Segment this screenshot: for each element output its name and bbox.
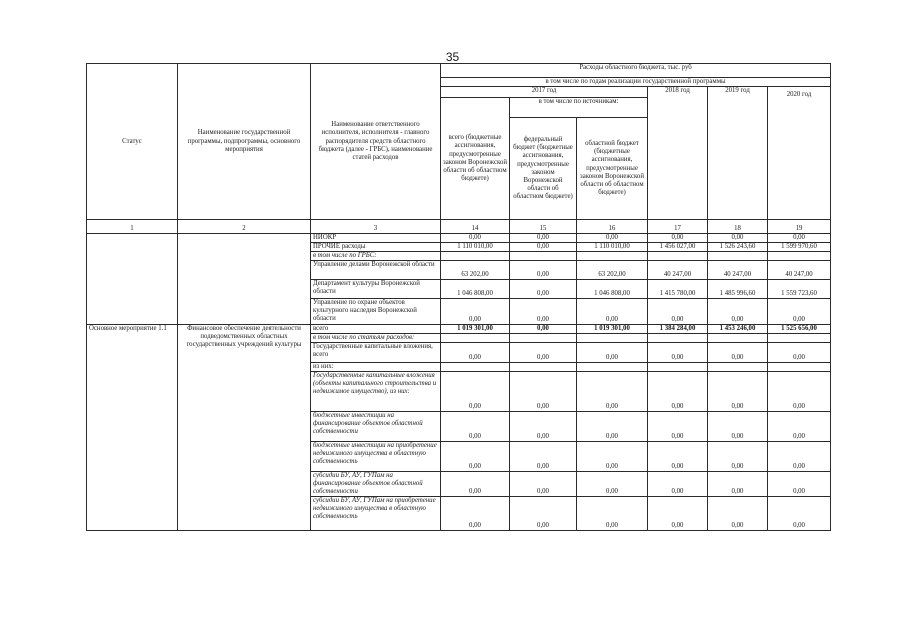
row-label: в том числе по ГРБС: xyxy=(311,252,441,261)
value-cell: 0,00 xyxy=(441,343,510,363)
value-cell xyxy=(441,363,510,372)
value-cell xyxy=(577,334,648,343)
value-cell: 0,00 xyxy=(768,497,831,531)
value-cell: 1 019 301,00 xyxy=(441,325,510,334)
value-cell: 1 525 656,00 xyxy=(768,325,831,334)
value-cell: 1 559 723,60 xyxy=(768,280,831,299)
col-number: 19 xyxy=(768,220,831,234)
value-cell: 0,00 xyxy=(577,234,648,243)
value-cell: 0,00 xyxy=(510,280,577,299)
value-cell: 0,00 xyxy=(577,299,648,325)
value-cell: 0,00 xyxy=(768,472,831,497)
value-cell: 0,00 xyxy=(648,412,708,442)
value-cell: 0,00 xyxy=(577,372,648,412)
value-cell xyxy=(577,363,648,372)
value-cell: 0,00 xyxy=(768,299,831,325)
value-cell: 1 110 010,00 xyxy=(577,243,648,252)
value-cell: 0,00 xyxy=(510,442,577,472)
table-row xyxy=(87,234,831,243)
header-regional-desc: областной бюджет (бюджетные ассигнования, предусмотренные законом Воронежской области об областном бюджете) xyxy=(577,118,648,220)
value-cell: 40 247,00 xyxy=(768,261,831,280)
value-cell: 0,00 xyxy=(510,372,577,412)
value-cell xyxy=(768,334,831,343)
row-label: НИОКР xyxy=(311,234,441,243)
value-cell xyxy=(510,334,577,343)
value-cell: 40 247,00 xyxy=(708,261,768,280)
col-number: 18 xyxy=(708,220,768,234)
header-federal-desc: федеральный бюджет (бюджетные ассигнования, предусмотренные законом Воронежской области об областном бюджете) xyxy=(510,118,577,220)
value-cell: 0,00 xyxy=(510,412,577,442)
value-cell: 1 453 246,00 xyxy=(708,325,768,334)
measure-status: Основное мероприятие 1.1 xyxy=(87,325,178,531)
value-cell xyxy=(648,252,708,261)
value-cell: 0,00 xyxy=(441,497,510,531)
value-cell: 0,00 xyxy=(648,372,708,412)
col-number: 2 xyxy=(178,220,311,234)
header-year-2018: 2018 год xyxy=(648,87,708,220)
value-cell xyxy=(577,252,648,261)
value-cell: 0,00 xyxy=(768,372,831,412)
col-number: 1 xyxy=(87,220,178,234)
value-cell: 0,00 xyxy=(510,343,577,363)
value-cell: 0,00 xyxy=(648,234,708,243)
row-label: Департамент культуры Воронежской области xyxy=(311,280,441,299)
value-cell xyxy=(510,363,577,372)
value-cell: 0,00 xyxy=(768,412,831,442)
value-cell xyxy=(708,334,768,343)
value-cell: 0,00 xyxy=(708,343,768,363)
row-label: бюджетные инвестиции на приобретение недвижимого имущества в областную собственность xyxy=(311,442,441,472)
value-cell: 0,00 xyxy=(441,442,510,472)
budget-table xyxy=(86,63,831,531)
value-cell xyxy=(708,363,768,372)
row-label: субсидии БУ, АУ, ГУПам на финансирование объектов областной собственности xyxy=(311,472,441,497)
value-cell: 0,00 xyxy=(441,299,510,325)
measure-name: Финансовое обеспечение деятельности подведомственных областных государственных учреждений культуры xyxy=(178,325,311,531)
program-cell-empty xyxy=(178,234,311,325)
value-cell xyxy=(648,363,708,372)
value-cell: 0,00 xyxy=(708,412,768,442)
value-cell: 0,00 xyxy=(510,234,577,243)
col-number: 3 xyxy=(311,220,441,234)
value-cell: 0,00 xyxy=(708,299,768,325)
value-cell: 0,00 xyxy=(510,325,577,334)
value-cell: 0,00 xyxy=(577,472,648,497)
value-cell: 0,00 xyxy=(768,343,831,363)
row-label: Управление делами Воронежской области xyxy=(311,261,441,280)
value-cell xyxy=(510,252,577,261)
row-label: Управление по охране объектов культурного наследия Воронежской области xyxy=(311,299,441,325)
col-number: 17 xyxy=(648,220,708,234)
value-cell: 0,00 xyxy=(510,299,577,325)
header-year-2017: 2017 год xyxy=(441,87,648,98)
value-cell: 1 526 243,60 xyxy=(708,243,768,252)
header-by-sources: в том числе по источникам: xyxy=(510,98,648,118)
value-cell: 1 046 808,00 xyxy=(577,280,648,299)
row-label: Государственные капитальные вложения (объекты капитального строительства и недвижимое имущество), из них: xyxy=(311,372,441,412)
value-cell: 1 384 284,00 xyxy=(648,325,708,334)
col-number: 15 xyxy=(510,220,577,234)
value-cell: 0,00 xyxy=(510,497,577,531)
row-label: в том числе по статьям расходов: xyxy=(311,334,441,343)
value-cell xyxy=(441,252,510,261)
value-cell: 1 110 010,00 xyxy=(441,243,510,252)
value-cell: 0,00 xyxy=(441,372,510,412)
value-cell: 0,00 xyxy=(441,472,510,497)
value-cell: 0,00 xyxy=(648,442,708,472)
table-row xyxy=(87,325,831,334)
value-cell: 0,00 xyxy=(708,497,768,531)
value-cell xyxy=(708,252,768,261)
value-cell: 0,00 xyxy=(648,343,708,363)
value-cell: 0,00 xyxy=(648,472,708,497)
value-cell: 1 599 970,60 xyxy=(768,243,831,252)
status-cell-empty xyxy=(87,234,178,325)
row-label: субсидии БУ, АУ, ГУПам на приобретение недвижимого имущества в областную собственность xyxy=(311,497,441,531)
value-cell: 0,00 xyxy=(441,234,510,243)
value-cell xyxy=(768,252,831,261)
page-number: 35 xyxy=(445,50,460,64)
row-label: бюджетные инвестиции на финансирование объектов областной собственности xyxy=(311,412,441,442)
value-cell: 1 019 301,00 xyxy=(577,325,648,334)
header-by-years: в том числе по годам реализации государственной программы xyxy=(441,78,831,87)
value-cell: 40 247,00 xyxy=(648,261,708,280)
col-number: 14 xyxy=(441,220,510,234)
header-total-desc: всего (бюджетные ассигнования, предусмотренные законом Воронежской области об областном бюджете) xyxy=(441,98,510,220)
value-cell: 0,00 xyxy=(768,234,831,243)
header-expenses: Расходы областного бюджета, тыс. руб xyxy=(441,64,831,78)
value-cell: 0,00 xyxy=(510,472,577,497)
value-cell: 1 415 780,00 xyxy=(648,280,708,299)
row-label: Государственные капитальные вложения, всего xyxy=(311,343,441,363)
value-cell: 0,00 xyxy=(768,442,831,472)
value-cell: 0,00 xyxy=(708,472,768,497)
value-cell: 0,00 xyxy=(577,412,648,442)
header-executor: Наименование ответственного исполнителя, исполнителя - главного распорядителя средств областного бюджета (далее - ГРБС), наименование статей расходов xyxy=(311,64,441,220)
value-cell: 0,00 xyxy=(708,234,768,243)
value-cell: 0,00 xyxy=(648,299,708,325)
value-cell: 63 202,00 xyxy=(441,261,510,280)
row-label: из них: xyxy=(311,363,441,372)
value-cell: 0,00 xyxy=(708,442,768,472)
value-cell: 0,00 xyxy=(510,243,577,252)
header-year-2020: 2020 год xyxy=(768,87,831,220)
row-label: всего xyxy=(311,325,441,334)
value-cell: 1 456 027,00 xyxy=(648,243,708,252)
value-cell: 0,00 xyxy=(648,497,708,531)
value-cell: 63 202,00 xyxy=(577,261,648,280)
value-cell: 0,00 xyxy=(577,497,648,531)
value-cell xyxy=(768,363,831,372)
col-number: 16 xyxy=(577,220,648,234)
value-cell xyxy=(441,334,510,343)
value-cell: 1 046 808,00 xyxy=(441,280,510,299)
value-cell: 1 485 996,60 xyxy=(708,280,768,299)
value-cell: 0,00 xyxy=(441,412,510,442)
header-program-name: Наименование государственной программы, подпрограммы, основного мероприятия xyxy=(178,64,311,220)
value-cell xyxy=(648,334,708,343)
row-label: ПРОЧИЕ расходы xyxy=(311,243,441,252)
header-year-2019: 2019 год xyxy=(708,87,768,220)
value-cell: 0,00 xyxy=(577,343,648,363)
value-cell: 0,00 xyxy=(577,442,648,472)
value-cell: 0,00 xyxy=(708,372,768,412)
value-cell: 0,00 xyxy=(510,261,577,280)
header-status: Статус xyxy=(87,64,178,220)
